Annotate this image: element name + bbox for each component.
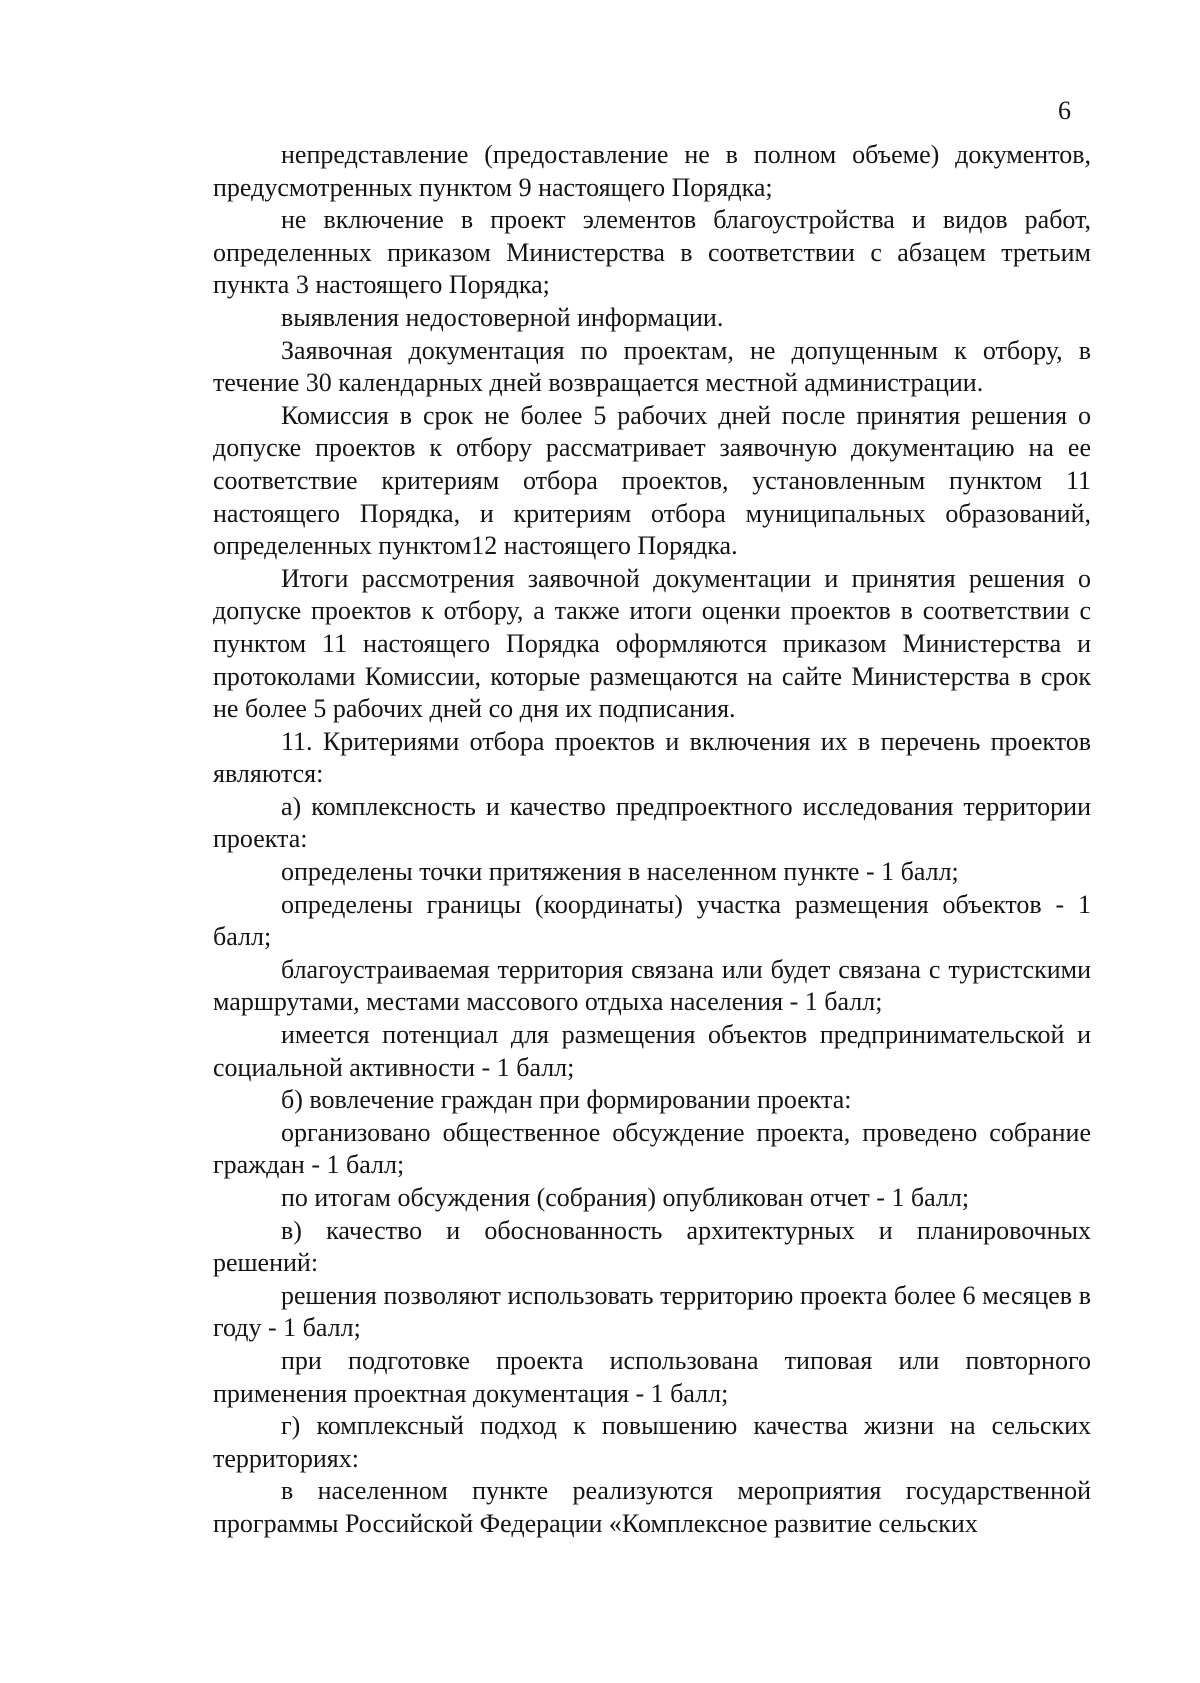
paragraph: выявления недостоверной информации. [281, 302, 724, 332]
list-item-heading: 11. Критериями отбора проектов и включения их в перечень проектов являются: [213, 726, 1091, 789]
paragraph: не включение в проект элементов благоустройства и видов работ, определенных приказом Министерства в соответствии с абзацем третьим пункта 3 настоящего Порядка; [213, 205, 1091, 300]
list-item: в населенном пункте реализуются мероприятия государственной программы Российской Федерации «Комплексное развитие сельских [213, 1476, 1091, 1538]
paragraph: Комиссия в срок не более 5 рабочих дней после принятия решения о допуске проектов к отбору рассматривает заявочную документацию на ее соответствие критериям отбора проектов, установленным пунктом 11 настоящего Порядка, и критериям отбора муниципальных образований, определенных пунктом12 настоящего Порядка. [213, 400, 1091, 561]
paragraph: непредставление (предоставление не в полном объеме) документов, предусмотренных пунктом 9 настоящего Порядка; [213, 140, 1091, 202]
list-item: благоустраиваемая территория связана или будет связана с туристскими маршрутами, местами массового отдыха населения - 1 балл; [213, 954, 1091, 1017]
list-item: организовано общественное обсуждение проекта, проведено собрание граждан - 1 балл; [213, 1117, 1091, 1180]
paragraph: Итоги рассмотрения заявочной документации и принятия решения о допуске проектов к отбору, а также итоги оценки проектов в соответствии с пунктом 11 настоящего Порядка оформляются приказом Министерства и протоколами Комиссии, которые размещаются на сайте Министерства в срок не более 5 рабочих дней со дня их подписания. [213, 563, 1091, 724]
list-item: имеется потенциал для размещения объектов предпринимательской и социальной активности - 1 балл; [213, 1020, 1091, 1082]
list-item: г) комплексный подход к повышению качества жизни на сельских территориях: [213, 1411, 1091, 1473]
paragraph: Заявочная документация по проектам, не допущенным к отбору, в течение 30 календарных дней возвращается местной администрации. [213, 335, 1091, 398]
list-item: по итогам обсуждения (собрания) опубликован отчет - 1 балл; [281, 1183, 970, 1212]
page-number: 6 [1058, 96, 1071, 125]
document-body [213, 139, 1091, 1541]
list-item: а) комплексность и качество предпроектного исследования территории проекта: [213, 791, 1091, 854]
list-item: решения позволяют использовать территорию проекта более 6 месяцев в году - 1 балл; [213, 1280, 1091, 1343]
list-item: при подготовке проекта использована типовая или повторного применения проектная документация - 1 балл; [213, 1345, 1091, 1408]
list-item: определены точки притяжения в населенном пункте - 1 балл; [281, 857, 959, 887]
list-item: в) качество и обоснованность архитектурных и планировочных решений: [213, 1215, 1091, 1278]
list-item: определены границы (координаты) участка размещения объектов - 1 балл; [213, 889, 1091, 952]
list-item: б) вовлечение граждан при формировании проекта: [281, 1085, 852, 1115]
